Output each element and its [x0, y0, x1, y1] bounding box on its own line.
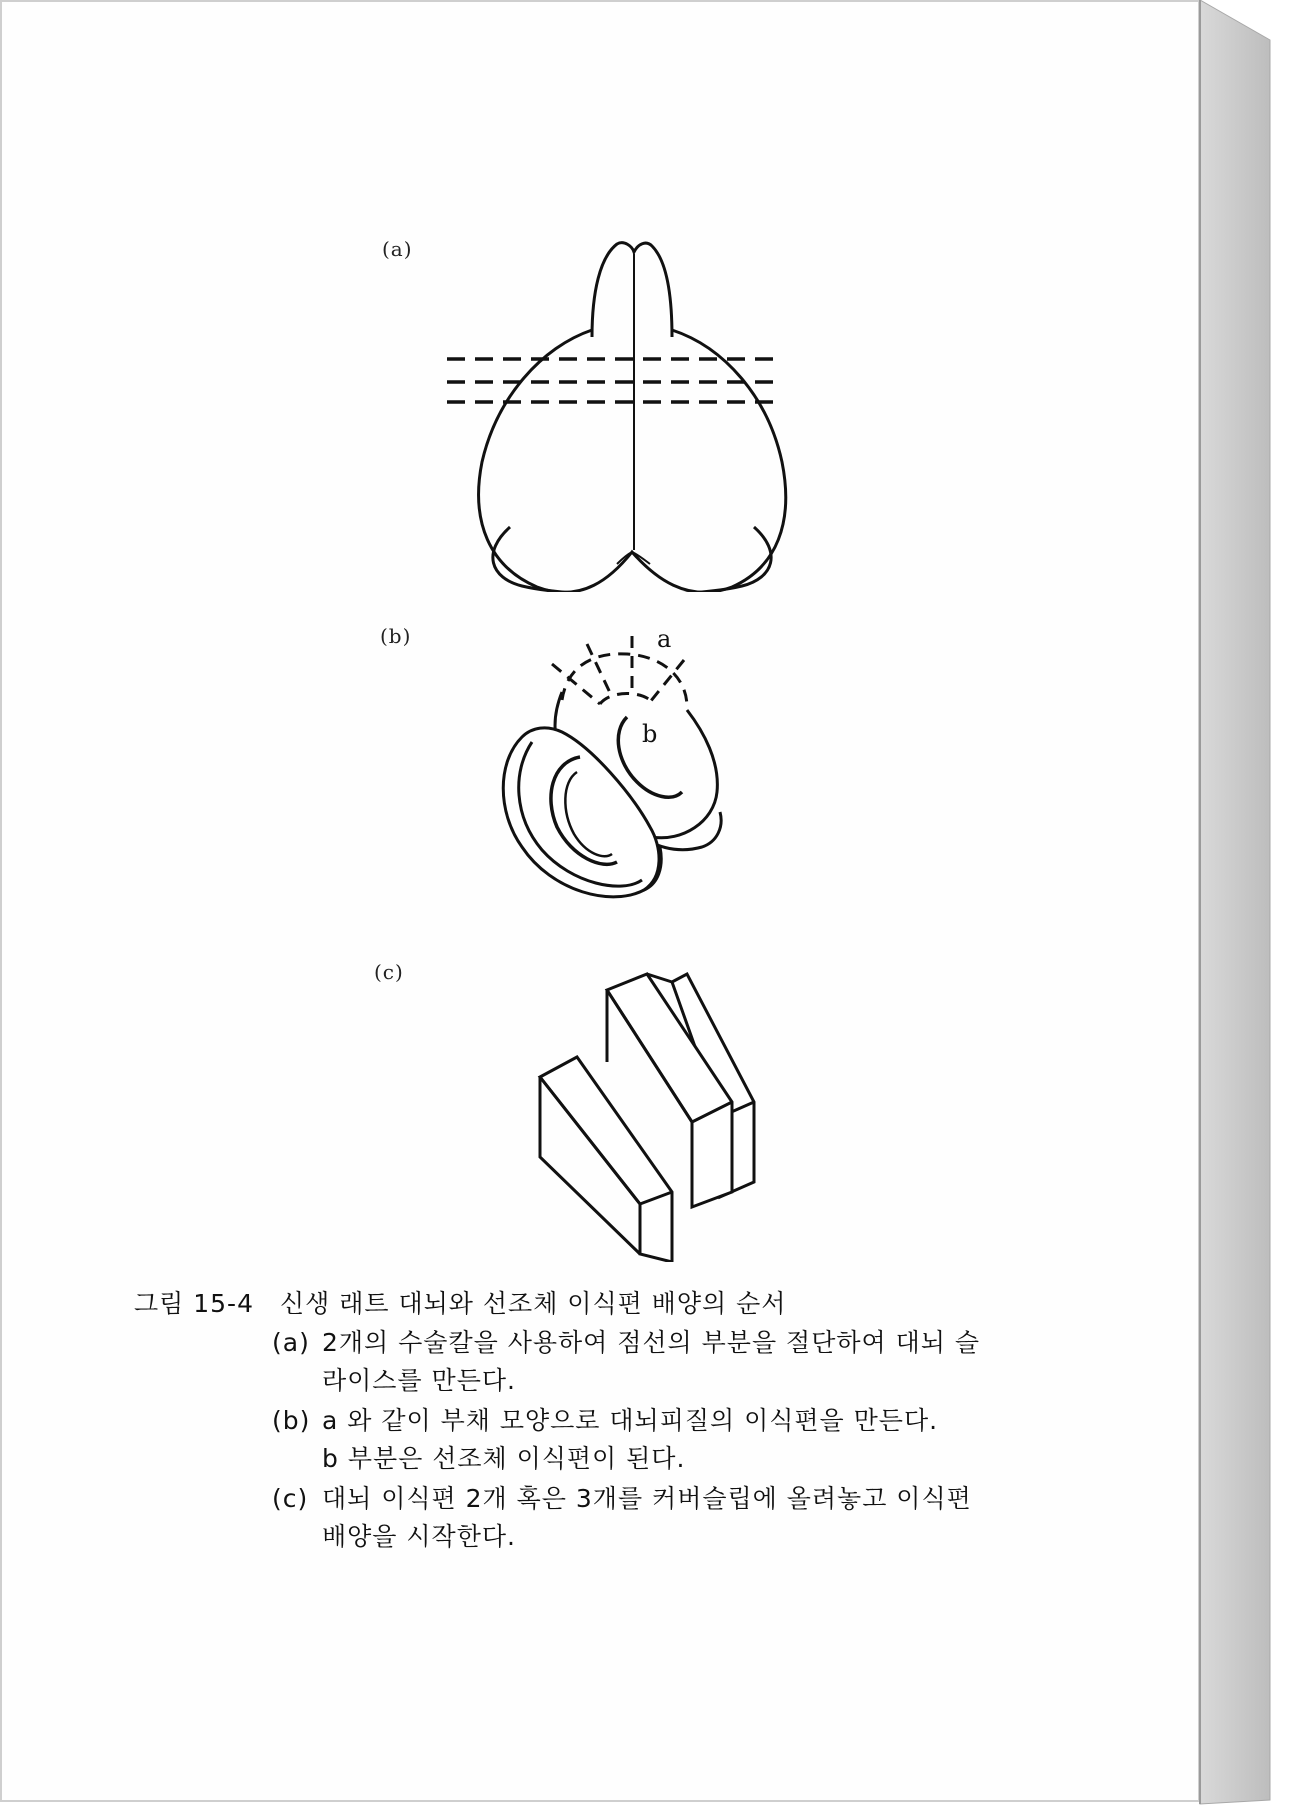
figure-number: 그림 15-4 [134, 1289, 254, 1318]
caption-item-c [272, 1480, 1032, 1556]
caption-item-text: 대뇌 이식편 2개 혹은 3개를 커버슬립에 올려놓고 이식편 배양을 시작한다. [322, 1484, 972, 1551]
panel-c-graft-blocks [522, 952, 772, 1262]
book-page-edge [1198, 0, 1304, 1806]
figure-caption-title [134, 1284, 786, 1320]
caption-item-marker: (b) [272, 1406, 311, 1435]
caption-item-marker: (c) [272, 1484, 309, 1513]
panel-a-brain-dorsal-view [442, 232, 802, 592]
figure-caption-items [272, 1324, 1032, 1558]
caption-item-a [272, 1324, 1032, 1400]
caption-item-text: 2개의 수술칼을 사용하여 점선의 부분을 절단하여 대뇌 슬 라이스를 만든다. [322, 1328, 980, 1395]
panel-b-brain-slice [482, 622, 742, 912]
panel-b-mark-a: a [657, 625, 672, 653]
panel-c-label: (c) [374, 960, 404, 984]
caption-item-marker: (a) [272, 1328, 310, 1357]
panel-a-label: (a) [382, 237, 413, 261]
panel-b-mark-b: b [642, 720, 658, 748]
caption-item-text: a 와 같이 부채 모양으로 대뇌피질의 이식편을 만든다. b 부분은 선조체 이식편이 된다. [322, 1406, 939, 1473]
caption-item-b [272, 1402, 1032, 1478]
panel-b-label: (b) [380, 624, 412, 648]
figure-title: 신생 래트 대뇌와 선조체 이식편 배양의 순서 [280, 1289, 787, 1318]
